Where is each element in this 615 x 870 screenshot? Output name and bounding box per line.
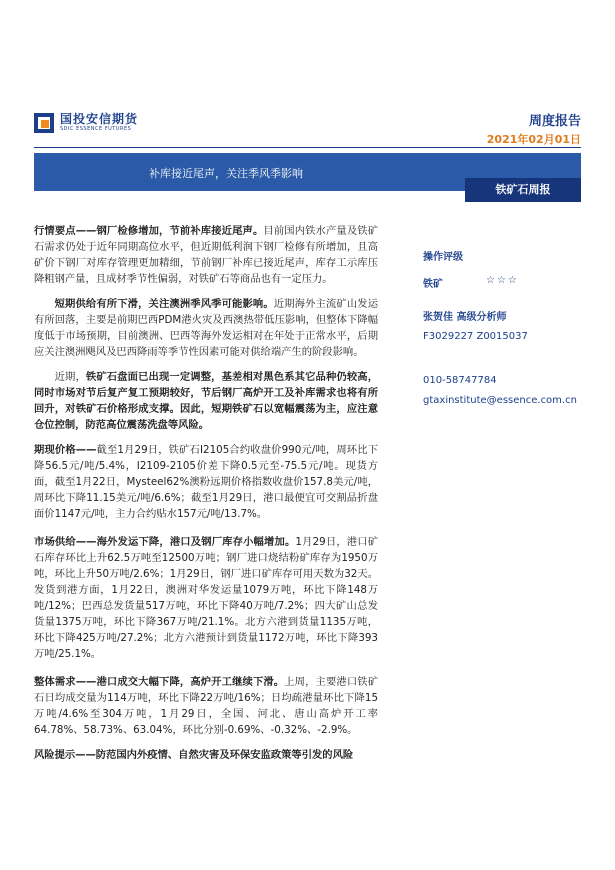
report-type: 周度报告 bbox=[528, 114, 581, 129]
header-divider bbox=[34, 147, 581, 148]
analyst-certificate: F3029227 Z0015037 bbox=[423, 331, 528, 342]
logo-en: SDIC ESSENCE FUTURES bbox=[60, 126, 132, 132]
report-date: 2021年02月01日 bbox=[486, 133, 581, 146]
section-prices bbox=[34, 442, 378, 522]
report-body bbox=[34, 223, 378, 763]
section-demand bbox=[34, 674, 378, 738]
outlook-lead: 近期， bbox=[54, 371, 86, 383]
supply-market-heading: 市场供给——海外发运下降，港口及钢厂库存小幅增加。 bbox=[34, 536, 296, 548]
supply-heading: 短期供给有所下滑，关注澳洲季风季可能影响。 bbox=[54, 298, 274, 310]
supply-text: 近期海外主流矿山发运有所回落，主要是前期巴西PDM港火灾及西澳热带低压影响，但整体下降幅度低于市场预期，目前澳洲、巴西等海外发运相对在年处于正常水平，后期应关注澳洲飓风及巴西降雨等季节性因素可能对供给端产生的阶段影响。 bbox=[34, 298, 379, 358]
market-summary-text: 目前国内铁水产量及铁矿石需求仍处于近年同期高位水平，但近期低利润下钢厂检修有所增加，且高矿价下钢厂对库存管理更加精细，节前钢厂补库已接近尾声，库存工示库压降粗钢产量，且成材季节性偏弱，对铁矿石等商品也有一定压力。 bbox=[34, 225, 379, 285]
report-title: 补库接近尾声，关注季风季影响 bbox=[149, 167, 303, 180]
section-risk: 风险提示——防范国内外疫情、自然灾害及环保安监政策等引发的风险 bbox=[34, 749, 354, 761]
logo-mark-icon bbox=[34, 113, 54, 133]
logo-text bbox=[60, 112, 138, 133]
section-supply-market bbox=[34, 534, 378, 662]
analyst-name: 张贺佳 高级分析师 bbox=[423, 312, 507, 323]
report-category-tag: 铁矿石周报 bbox=[465, 178, 581, 202]
contact-email: gtaxinstitute@essence.com.cn bbox=[423, 395, 577, 406]
outlook-text: 铁矿石盘面已出现一定调整，基差相对黑色系其它品种仍较高，同时市场对节后复产复工预期较好，节后钢厂高炉开工及补库需求也将有所回升，对铁矿石价格形成支撑。因此，短期铁矿石以宽幅震荡为主，应注意仓位控制，防范高位震荡洗盘等风险。 bbox=[34, 371, 379, 431]
paragraph-market-summary bbox=[34, 223, 378, 287]
rating-stars-icon: ☆☆☆ bbox=[486, 275, 519, 286]
sidebar-info bbox=[423, 248, 583, 406]
rating-item: 铁矿 bbox=[423, 279, 443, 290]
market-summary-heading: 行情要点——钢厂检修增加，节前补库接近尾声。 bbox=[34, 225, 264, 237]
title-banner bbox=[34, 153, 581, 196]
company-logo bbox=[34, 112, 138, 133]
rating-row bbox=[423, 275, 583, 290]
supply-market-text: 1月29日，港口矿石库存环比上升62.5万吨至12500万吨；钢厂进口烧结粉矿库存为1950万吨，环比上升50万吨/2.6%；1月29日，钢厂进口矿库存可用天数为32天。发货到港方面，1月22日，澳洲对华发运量1079万吨，环比下降148万吨/12%；巴西总发货量517万吨，环比下降40万吨/7.2%；四大矿山总发货量1375万吨，环比下降367万吨/21.1%。北方六港到货量1135万吨，环比下降425万吨/27.2%；北方六港预计到货量1172万吨，环比下降393万吨/25.1%。 bbox=[34, 536, 379, 660]
prices-heading: 期现价格—— bbox=[34, 444, 97, 456]
paragraph-outlook bbox=[34, 369, 378, 433]
paragraph-supply bbox=[34, 296, 378, 360]
demand-heading: 整体需求——港口成交大幅下降，高炉开工继续下滑。 bbox=[34, 676, 285, 688]
contact-phone: 010-58747784 bbox=[423, 375, 497, 386]
prices-text: 截至1月29日，铁矿石I2105合约收盘价990元/吨，周环比下降56.5元/吨/5.4%，I2109-2105价差下降0.5元至-75.5元/吨。现货方面，截至1月22日，Mysteel62%澳粉远期价格指数收盘价157.8美元/吨，周环比下降11.15美元/吨/6.6%；截至1月29日，港口最便宜可交割品折盘面价1147元/吨，主力合约贴水157元/吨/13.7%。 bbox=[34, 444, 378, 520]
logo-cn: 国投安信期货 bbox=[60, 112, 139, 126]
demand-text: 上周，主要港口铁矿石日均成交量为114万吨，环比下降22万吨/16%；日均疏港量环比下降15万吨/4.6%至304万吨，1月29日，全国、河北、唐山高炉开工率64.78%、58.73%、63.04%，环比分别-0.69%、-0.32%、-2.9%。 bbox=[34, 676, 379, 736]
rating-label: 操作评级 bbox=[423, 252, 463, 263]
